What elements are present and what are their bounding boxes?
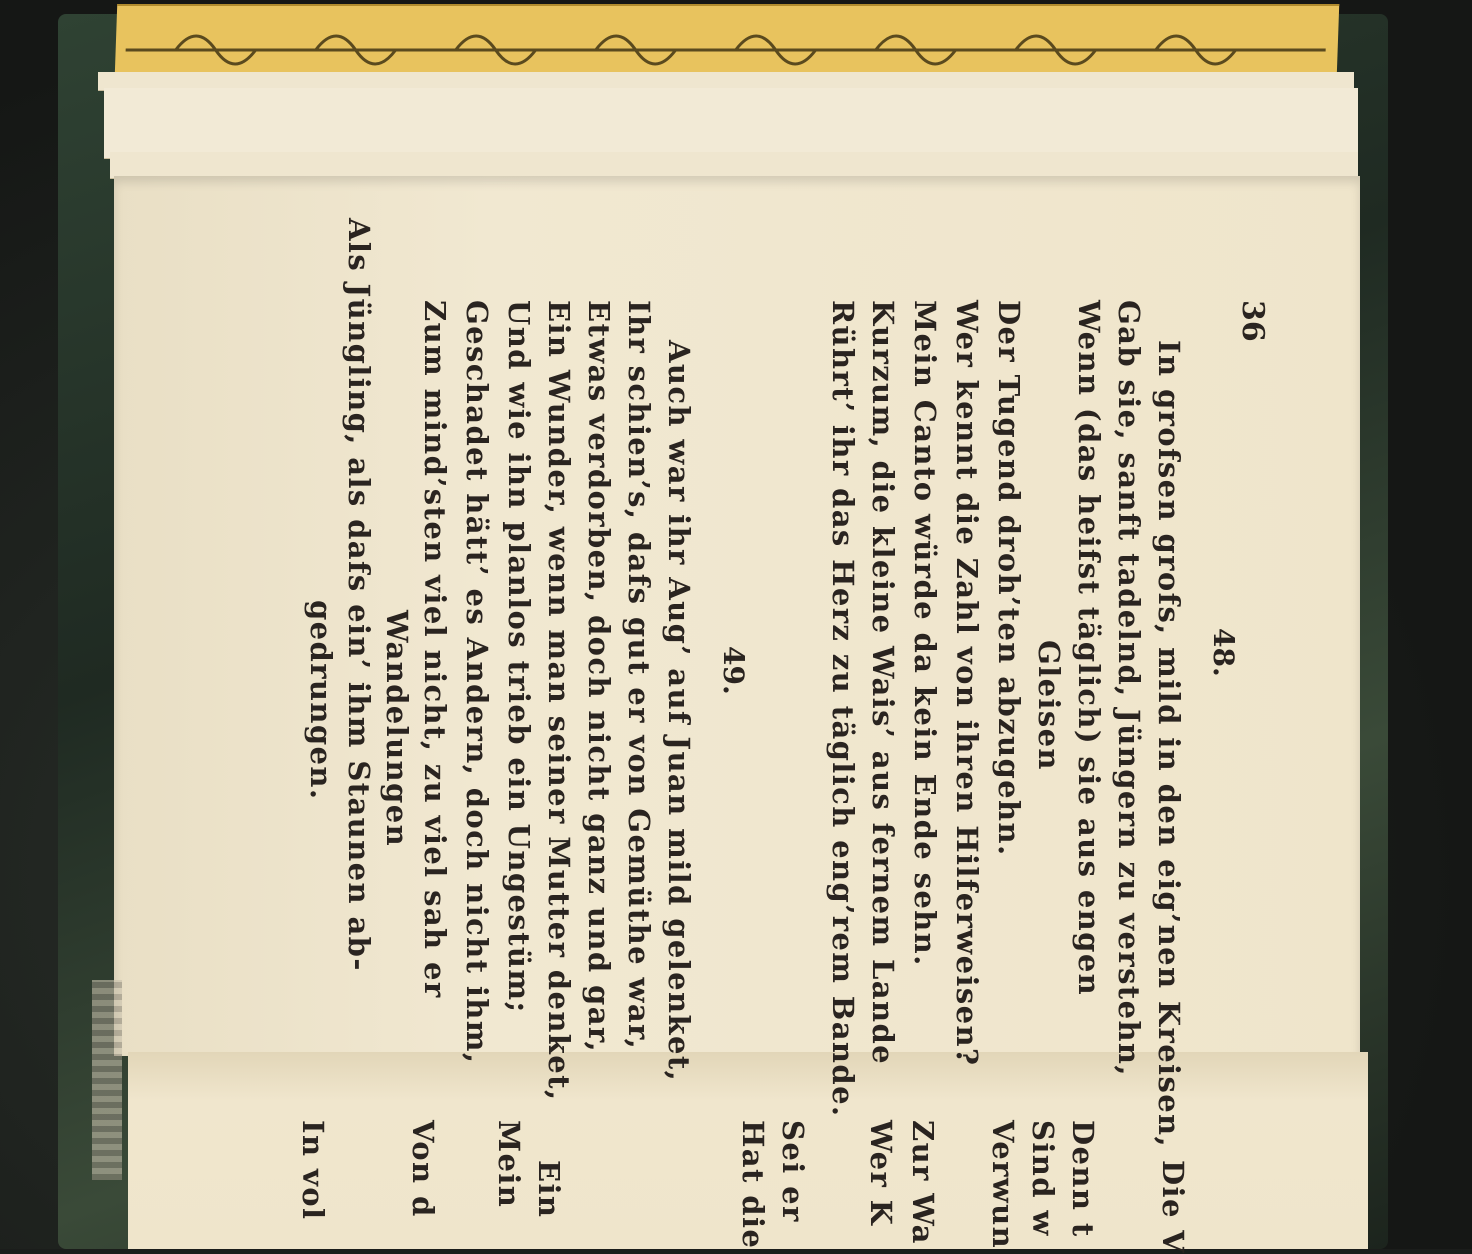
fragment-line: Ein (532, 1160, 566, 1219)
fragment-line: In vol (296, 1120, 330, 1221)
verse-line: Auch war ihr Aug’ auf Juan mild gelenket, (662, 340, 696, 1083)
verse-line: Der Tugend droh’ten abzugehn. (992, 300, 1026, 857)
ornament-pattern-icon (115, 10, 1339, 70)
gilt-edge-ornament (115, 4, 1340, 76)
fragment-line: Sind w (1026, 1120, 1060, 1237)
spine-wear (92, 980, 122, 1180)
page-number: 36 (1235, 300, 1270, 342)
fragment-line: Denn t (1066, 1120, 1100, 1238)
page-edge-layer (104, 88, 1358, 159)
verse-line: Wenn (das heifst täglich) sie aus engen (1072, 300, 1106, 997)
verse-line: Etwas verdorben, doch nicht ganz und gar, (582, 300, 616, 1053)
verse-line: Gab sie, sanft tadelnd, Jüngern zu verstehn, (1112, 300, 1146, 1077)
verse-line: Und wie ihn planlos trieb ein Ungestüm; (502, 300, 536, 1014)
verse-line: Ihr schien’s, dafs gut er von Gemüthe war, (622, 300, 656, 1051)
verse-line: In grofsen grofs, mild in den eig’nen Kreisen, (1152, 340, 1186, 1149)
verse-line: Mein Canto würde da kein Ende sehn. (908, 300, 942, 967)
fragment-line: Mein (492, 1120, 526, 1209)
verse-line: gedrungen. (304, 600, 338, 801)
verse-line: Zum mind’sten viel nicht, zu viel sah er (418, 300, 452, 999)
fragment-line: Sei er (776, 1120, 810, 1223)
page-text-rotated (270, 218, 1270, 1149)
verse-line: Kurzum, die kleine Wais’ aus fernem Lande (866, 300, 900, 1065)
verse-line: Wer kennt die Zahl von ihren Hilferweisen? (950, 300, 984, 1067)
fragment-line: Verwun (986, 1120, 1020, 1250)
stanza-number: 49. (717, 646, 750, 695)
verse-line: Wandelungen (380, 610, 414, 848)
fragment-line: Hat die (736, 1120, 770, 1250)
fragment-line: Wer K (864, 1120, 898, 1227)
verse-line: Als Jüngling, als dafs ein’ ihm Staunen ab- (342, 218, 376, 972)
verse-line: Ein Wunder, wenn man seiner Mutter denket, (542, 300, 576, 1102)
fragment-line: Die V (1156, 1160, 1190, 1254)
verse-line: Geschadet hätt’ es Andern, doch nicht ihm, (460, 300, 494, 1065)
fragment-line: Zur Wa (906, 1120, 940, 1245)
stanza-number: 48. (1207, 628, 1240, 677)
verse-line: Gleisen (1032, 640, 1066, 771)
verse-line: Rührt’ ihr das Herz zu täglich eng’rem Bande. (826, 300, 860, 1118)
fragment-line: Von d (406, 1120, 440, 1218)
page-edge-layer (110, 152, 1358, 179)
